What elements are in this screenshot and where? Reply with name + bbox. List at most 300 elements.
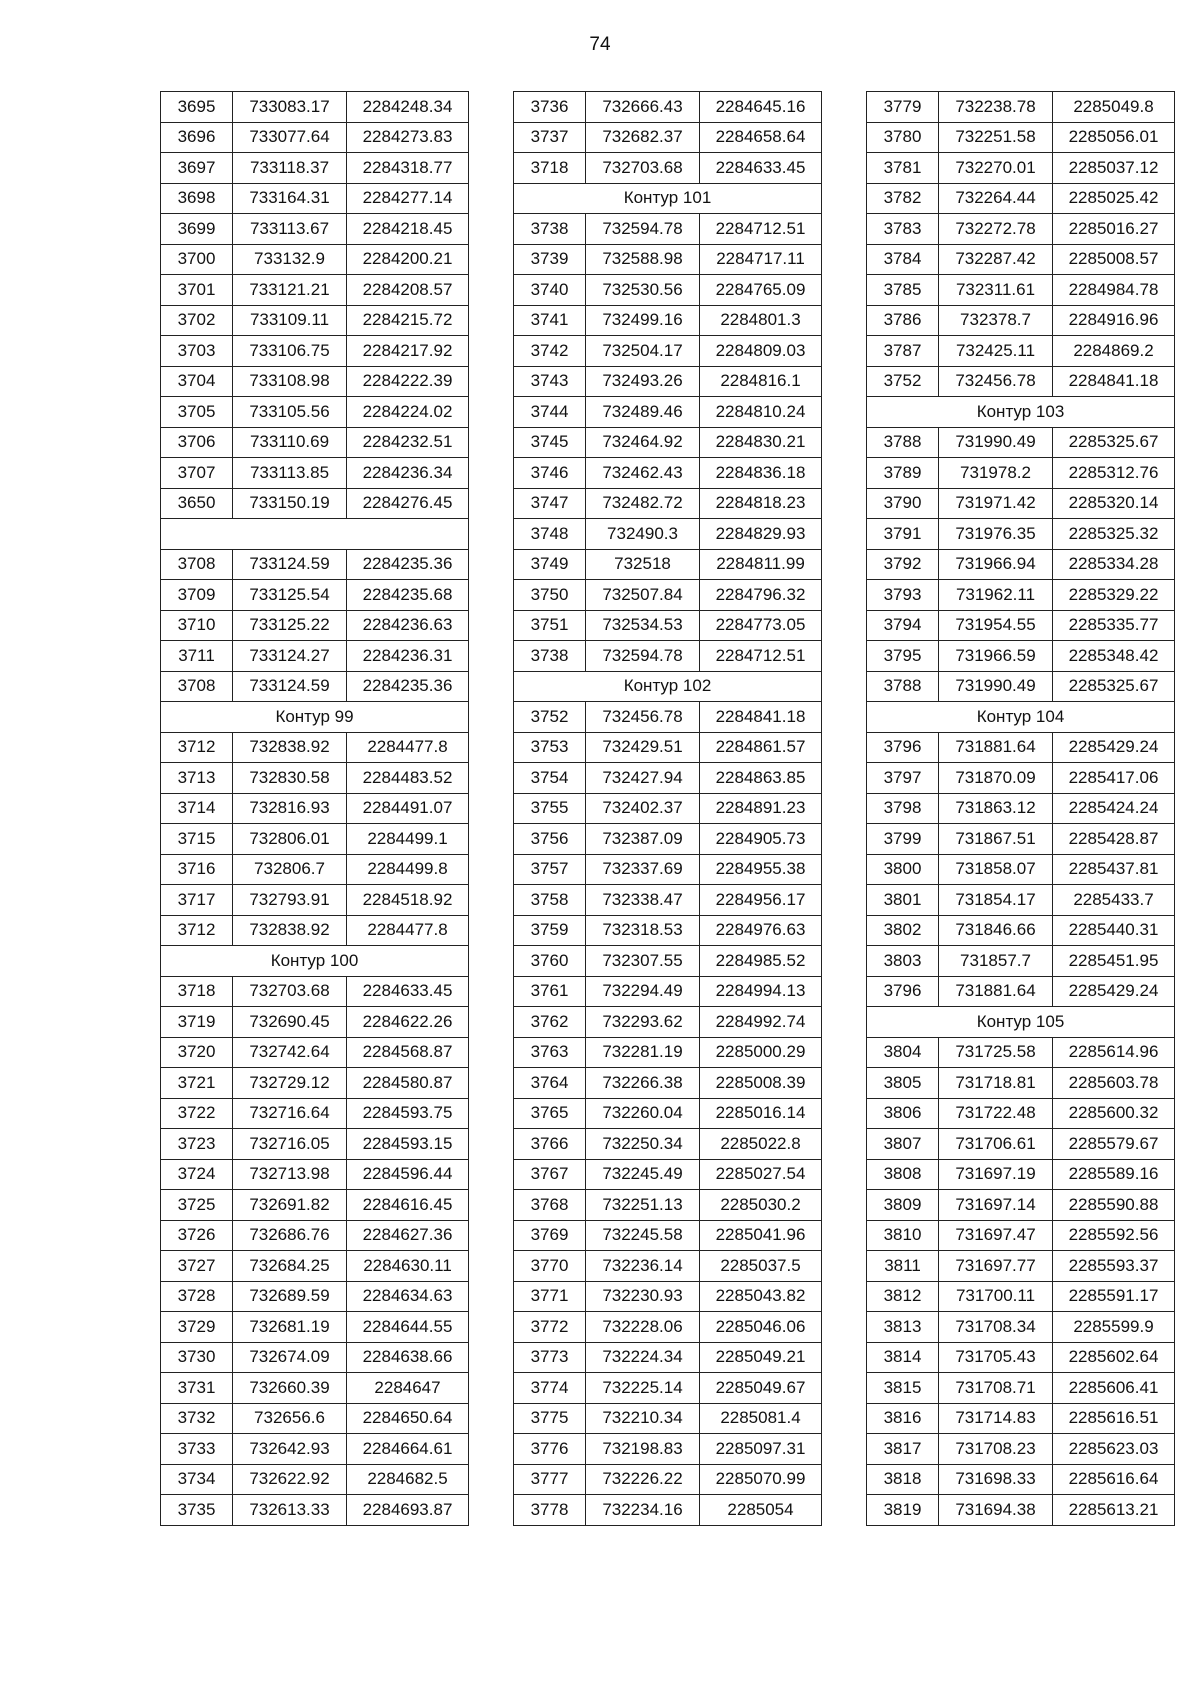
point-number-cell: 3738: [514, 641, 586, 672]
x-coordinate-cell: 731697.19: [939, 1159, 1053, 1190]
y-coordinate-cell: 2284836.18: [700, 458, 822, 489]
point-number-cell: 3755: [514, 793, 586, 824]
table-row: [867, 305, 1175, 336]
x-coordinate-cell: 731846.66: [939, 915, 1053, 946]
point-number-cell: 3708: [161, 549, 233, 580]
y-coordinate-cell: 2285030.2: [700, 1190, 822, 1221]
table-row: [161, 1251, 469, 1282]
x-coordinate-cell: 731725.58: [939, 1037, 1053, 1068]
y-coordinate-cell: 2285049.67: [700, 1373, 822, 1404]
contour-header: [161, 519, 469, 550]
y-coordinate-cell: 2284664.61: [347, 1434, 469, 1465]
table-row: [514, 458, 822, 489]
x-coordinate-cell: 733164.31: [233, 183, 347, 214]
table-row: [867, 1434, 1175, 1465]
table-row: [514, 122, 822, 153]
point-number-cell: 3801: [867, 885, 939, 916]
point-number-cell: 3774: [514, 1373, 586, 1404]
point-number-cell: 3754: [514, 763, 586, 794]
table-row: [161, 1312, 469, 1343]
y-coordinate-cell: 2284235.68: [347, 580, 469, 611]
table-row: [161, 1373, 469, 1404]
y-coordinate-cell: 2285043.82: [700, 1281, 822, 1312]
table-row: [867, 183, 1175, 214]
x-coordinate-cell: 731971.42: [939, 488, 1053, 519]
y-coordinate-cell: 2285056.01: [1053, 122, 1175, 153]
page-number: 74: [589, 34, 611, 55]
point-number-cell: 3709: [161, 580, 233, 611]
point-number-cell: 3724: [161, 1159, 233, 1190]
point-number-cell: 3761: [514, 976, 586, 1007]
x-coordinate-cell: 733118.37: [233, 153, 347, 184]
table-row: [514, 549, 822, 580]
y-coordinate-cell: 2284984.78: [1053, 275, 1175, 306]
point-number-cell: 3763: [514, 1037, 586, 1068]
x-coordinate-cell: 732482.72: [586, 488, 700, 519]
table-row: [161, 610, 469, 641]
y-coordinate-cell: 2285348.42: [1053, 641, 1175, 672]
x-coordinate-cell: 732703.68: [233, 976, 347, 1007]
y-coordinate-cell: 2284235.36: [347, 549, 469, 580]
table-row: [867, 214, 1175, 245]
table-row: [514, 1098, 822, 1129]
table-row: [867, 122, 1175, 153]
x-coordinate-cell: 731976.35: [939, 519, 1053, 550]
table-row: [161, 824, 469, 855]
x-coordinate-cell: 732504.17: [586, 336, 700, 367]
point-number-cell: 3700: [161, 244, 233, 275]
x-coordinate-cell: 732272.78: [939, 214, 1053, 245]
point-number-cell: 3760: [514, 946, 586, 977]
point-number-cell: 3796: [867, 976, 939, 1007]
point-number-cell: 3743: [514, 366, 586, 397]
y-coordinate-cell: 2284765.09: [700, 275, 822, 306]
x-coordinate-cell: 733124.59: [233, 549, 347, 580]
x-coordinate-cell: 732499.16: [586, 305, 700, 336]
x-coordinate-cell: 732338.47: [586, 885, 700, 916]
contour-header: Контур 104: [867, 702, 1175, 733]
table-row: [514, 427, 822, 458]
y-coordinate-cell: 2285325.32: [1053, 519, 1175, 550]
point-number-cell: 3711: [161, 641, 233, 672]
table-row: [161, 427, 469, 458]
table-row: [867, 732, 1175, 763]
x-coordinate-cell: 731881.64: [939, 976, 1053, 1007]
table-row: [867, 1098, 1175, 1129]
y-coordinate-cell: 2285016.27: [1053, 214, 1175, 245]
point-number-cell: 3735: [161, 1495, 233, 1526]
point-number-cell: 3786: [867, 305, 939, 336]
x-coordinate-cell: 731705.43: [939, 1342, 1053, 1373]
coordinates-table-column-3: [866, 91, 1175, 1526]
table-row: [514, 1007, 822, 1038]
table-row: [867, 793, 1175, 824]
x-coordinate-cell: 731697.14: [939, 1190, 1053, 1221]
coordinates-table-column-1: [160, 91, 469, 1526]
y-coordinate-cell: 2285335.77: [1053, 610, 1175, 641]
point-number-cell: 3814: [867, 1342, 939, 1373]
y-coordinate-cell: 2285312.76: [1053, 458, 1175, 489]
y-coordinate-cell: 2284976.63: [700, 915, 822, 946]
point-number-cell: 3720: [161, 1037, 233, 1068]
point-number-cell: 3809: [867, 1190, 939, 1221]
y-coordinate-cell: 2284218.45: [347, 214, 469, 245]
table-row: [161, 336, 469, 367]
x-coordinate-cell: 732622.92: [233, 1464, 347, 1495]
table-row: [867, 458, 1175, 489]
point-number-cell: 3812: [867, 1281, 939, 1312]
x-coordinate-cell: 732713.98: [233, 1159, 347, 1190]
table-row: [867, 915, 1175, 946]
x-coordinate-cell: 732427.94: [586, 763, 700, 794]
y-coordinate-cell: 2284622.26: [347, 1007, 469, 1038]
y-coordinate-cell: 2285037.5: [700, 1251, 822, 1282]
table-row: [161, 854, 469, 885]
x-coordinate-cell: 732518: [586, 549, 700, 580]
contour-header: Контур 103: [867, 397, 1175, 428]
y-coordinate-cell: 2284634.63: [347, 1281, 469, 1312]
x-coordinate-cell: 732703.68: [586, 153, 700, 184]
y-coordinate-cell: 2284630.11: [347, 1251, 469, 1282]
y-coordinate-cell: 2284891.23: [700, 793, 822, 824]
point-number-cell: 3695: [161, 92, 233, 123]
table-row: [867, 92, 1175, 123]
x-coordinate-cell: 731708.71: [939, 1373, 1053, 1404]
y-coordinate-cell: 2285623.03: [1053, 1434, 1175, 1465]
x-coordinate-cell: 731706.61: [939, 1129, 1053, 1160]
y-coordinate-cell: 2284829.93: [700, 519, 822, 550]
x-coordinate-cell: 731863.12: [939, 793, 1053, 824]
point-number-cell: 3811: [867, 1251, 939, 1282]
point-number-cell: 3799: [867, 824, 939, 855]
point-number-cell: 3759: [514, 915, 586, 946]
y-coordinate-cell: 2284955.38: [700, 854, 822, 885]
point-number-cell: 3819: [867, 1495, 939, 1526]
x-coordinate-cell: 732425.11: [939, 336, 1053, 367]
table-row: [161, 763, 469, 794]
point-number-cell: 3815: [867, 1373, 939, 1404]
point-number-cell: 3751: [514, 610, 586, 641]
y-coordinate-cell: 2285616.64: [1053, 1464, 1175, 1495]
point-number-cell: 3705: [161, 397, 233, 428]
y-coordinate-cell: 2284633.45: [347, 976, 469, 1007]
point-number-cell: 3781: [867, 153, 939, 184]
table-row: [514, 793, 822, 824]
point-number-cell: 3699: [161, 214, 233, 245]
point-number-cell: 3727: [161, 1251, 233, 1282]
table-row: [867, 244, 1175, 275]
table-row: [514, 1342, 822, 1373]
table-row: [161, 1129, 469, 1160]
x-coordinate-cell: 732716.05: [233, 1129, 347, 1160]
point-number-cell: 3712: [161, 915, 233, 946]
x-coordinate-cell: 732293.62: [586, 1007, 700, 1038]
x-coordinate-cell: 731708.23: [939, 1434, 1053, 1465]
y-coordinate-cell: 2284236.63: [347, 610, 469, 641]
x-coordinate-cell: 733125.54: [233, 580, 347, 611]
x-coordinate-cell: 733124.59: [233, 671, 347, 702]
y-coordinate-cell: 2285081.4: [700, 1403, 822, 1434]
x-coordinate-cell: 732311.61: [939, 275, 1053, 306]
table-row: [514, 1190, 822, 1221]
x-coordinate-cell: 731708.34: [939, 1312, 1053, 1343]
x-coordinate-cell: 732251.13: [586, 1190, 700, 1221]
table-row: [867, 763, 1175, 794]
point-number-cell: 3717: [161, 885, 233, 916]
y-coordinate-cell: 2284236.34: [347, 458, 469, 489]
y-coordinate-cell: 2284499.8: [347, 854, 469, 885]
table-row: [514, 641, 822, 672]
y-coordinate-cell: 2284682.5: [347, 1464, 469, 1495]
table-row: [161, 1068, 469, 1099]
x-coordinate-cell: 732666.43: [586, 92, 700, 123]
x-coordinate-cell: 732238.78: [939, 92, 1053, 123]
table-row: [161, 1159, 469, 1190]
table-row: [867, 427, 1175, 458]
y-coordinate-cell: 2284818.23: [700, 488, 822, 519]
y-coordinate-cell: 2284568.87: [347, 1037, 469, 1068]
x-coordinate-cell: 732830.58: [233, 763, 347, 794]
x-coordinate-cell: 733113.85: [233, 458, 347, 489]
table-row: [867, 610, 1175, 641]
table-row: [867, 1037, 1175, 1068]
table-row: [161, 1403, 469, 1434]
table-row: [514, 1159, 822, 1190]
point-number-cell: 3703: [161, 336, 233, 367]
x-coordinate-cell: 732594.78: [586, 641, 700, 672]
x-coordinate-cell: 732264.44: [939, 183, 1053, 214]
table-row: [514, 488, 822, 519]
table-row: [161, 793, 469, 824]
contour-header: Контур 102: [514, 671, 822, 702]
table-row: [867, 1373, 1175, 1404]
y-coordinate-cell: 2285599.9: [1053, 1312, 1175, 1343]
point-number-cell: 3718: [514, 153, 586, 184]
y-coordinate-cell: 2284809.03: [700, 336, 822, 367]
table-row: [161, 580, 469, 611]
table-row: [514, 885, 822, 916]
point-number-cell: 3732: [161, 1403, 233, 1434]
table-row: [514, 214, 822, 245]
table-row: [161, 275, 469, 306]
point-number-cell: 3746: [514, 458, 586, 489]
table-row: [161, 1007, 469, 1038]
point-number-cell: 3736: [514, 92, 586, 123]
table-row: [867, 1281, 1175, 1312]
y-coordinate-cell: 2285429.24: [1053, 976, 1175, 1007]
point-number-cell: 3721: [161, 1068, 233, 1099]
point-number-cell: 3803: [867, 946, 939, 977]
y-coordinate-cell: 2284477.8: [347, 732, 469, 763]
x-coordinate-cell: 732534.53: [586, 610, 700, 641]
table-row: [867, 549, 1175, 580]
y-coordinate-cell: 2285589.16: [1053, 1159, 1175, 1190]
point-number-cell: 3788: [867, 671, 939, 702]
point-number-cell: 3805: [867, 1068, 939, 1099]
x-coordinate-cell: 731722.48: [939, 1098, 1053, 1129]
table-row: [867, 1068, 1175, 1099]
y-coordinate-cell: 2284491.07: [347, 793, 469, 824]
point-number-cell: 3708: [161, 671, 233, 702]
x-coordinate-cell: 732387.09: [586, 824, 700, 855]
x-coordinate-cell: 732613.33: [233, 1495, 347, 1526]
table-row: [867, 641, 1175, 672]
table-row: [161, 183, 469, 214]
table-row: [867, 488, 1175, 519]
point-number-cell: 3730: [161, 1342, 233, 1373]
y-coordinate-cell: 2284235.36: [347, 671, 469, 702]
x-coordinate-cell: 731990.49: [939, 671, 1053, 702]
point-number-cell: 3785: [867, 275, 939, 306]
y-coordinate-cell: 2284830.21: [700, 427, 822, 458]
point-number-cell: 3733: [161, 1434, 233, 1465]
table-row: [514, 1464, 822, 1495]
y-coordinate-cell: 2285579.67: [1053, 1129, 1175, 1160]
contour-header-row: [514, 671, 822, 702]
x-coordinate-cell: 731858.07: [939, 854, 1053, 885]
x-coordinate-cell: 733113.67: [233, 214, 347, 245]
point-number-cell: 3702: [161, 305, 233, 336]
table-row: [514, 1281, 822, 1312]
point-number-cell: 3756: [514, 824, 586, 855]
point-number-cell: 3737: [514, 122, 586, 153]
point-number-cell: 3725: [161, 1190, 233, 1221]
x-coordinate-cell: 732816.93: [233, 793, 347, 824]
y-coordinate-cell: 2284276.45: [347, 488, 469, 519]
point-number-cell: 3772: [514, 1312, 586, 1343]
x-coordinate-cell: 731857.7: [939, 946, 1053, 977]
x-coordinate-cell: 732402.37: [586, 793, 700, 824]
y-coordinate-cell: 2284483.52: [347, 763, 469, 794]
y-coordinate-cell: 2284861.57: [700, 732, 822, 763]
table-row: [161, 366, 469, 397]
y-coordinate-cell: 2285606.41: [1053, 1373, 1175, 1404]
contour-header-row: [161, 519, 469, 550]
table-row: [514, 1373, 822, 1404]
y-coordinate-cell: 2284248.34: [347, 92, 469, 123]
x-coordinate-cell: 732456.78: [939, 366, 1053, 397]
y-coordinate-cell: 2285008.39: [700, 1068, 822, 1099]
point-number-cell: 3775: [514, 1403, 586, 1434]
table-row: [514, 915, 822, 946]
table-row: [867, 976, 1175, 1007]
point-number-cell: 3776: [514, 1434, 586, 1465]
x-coordinate-cell: 731867.51: [939, 824, 1053, 855]
table-row: [867, 366, 1175, 397]
point-number-cell: 3804: [867, 1037, 939, 1068]
table-row: [514, 732, 822, 763]
y-coordinate-cell: 2285600.32: [1053, 1098, 1175, 1129]
y-coordinate-cell: 2284905.73: [700, 824, 822, 855]
table-row: [867, 1251, 1175, 1282]
point-number-cell: 3758: [514, 885, 586, 916]
point-number-cell: 3783: [867, 214, 939, 245]
table-row: [161, 244, 469, 275]
x-coordinate-cell: 732530.56: [586, 275, 700, 306]
x-coordinate-cell: 732642.93: [233, 1434, 347, 1465]
y-coordinate-cell: 2284596.44: [347, 1159, 469, 1190]
y-coordinate-cell: 2285000.29: [700, 1037, 822, 1068]
y-coordinate-cell: 2285325.67: [1053, 427, 1175, 458]
x-coordinate-cell: 731698.33: [939, 1464, 1053, 1495]
x-coordinate-cell: 733105.56: [233, 397, 347, 428]
contour-header: Контур 100: [161, 946, 469, 977]
y-coordinate-cell: 2285097.31: [700, 1434, 822, 1465]
table-row: [867, 336, 1175, 367]
x-coordinate-cell: 732378.7: [939, 305, 1053, 336]
x-coordinate-cell: 732230.93: [586, 1281, 700, 1312]
table-row: [867, 885, 1175, 916]
x-coordinate-cell: 732806.7: [233, 854, 347, 885]
y-coordinate-cell: 2284236.31: [347, 641, 469, 672]
y-coordinate-cell: 2284801.3: [700, 305, 822, 336]
point-number-cell: 3818: [867, 1464, 939, 1495]
y-coordinate-cell: 2285022.8: [700, 1129, 822, 1160]
table-row: [514, 763, 822, 794]
y-coordinate-cell: 2285616.51: [1053, 1403, 1175, 1434]
point-number-cell: 3748: [514, 519, 586, 550]
y-coordinate-cell: 2284633.45: [700, 153, 822, 184]
table-row: [867, 946, 1175, 977]
x-coordinate-cell: 733150.19: [233, 488, 347, 519]
y-coordinate-cell: 2284992.74: [700, 1007, 822, 1038]
x-coordinate-cell: 733108.98: [233, 366, 347, 397]
y-coordinate-cell: 2285602.64: [1053, 1342, 1175, 1373]
point-number-cell: 3716: [161, 854, 233, 885]
point-number-cell: 3792: [867, 549, 939, 580]
table-row: [867, 275, 1175, 306]
y-coordinate-cell: 2284477.8: [347, 915, 469, 946]
x-coordinate-cell: 732793.91: [233, 885, 347, 916]
table-row: [867, 1403, 1175, 1434]
table-row: [161, 1098, 469, 1129]
table-row: [867, 1129, 1175, 1160]
x-coordinate-cell: 731966.59: [939, 641, 1053, 672]
point-number-cell: 3715: [161, 824, 233, 855]
x-coordinate-cell: 732690.45: [233, 1007, 347, 1038]
y-coordinate-cell: 2284810.24: [700, 397, 822, 428]
table-row: [867, 1190, 1175, 1221]
y-coordinate-cell: 2284841.18: [1053, 366, 1175, 397]
table-row: [514, 275, 822, 306]
x-coordinate-cell: 732198.83: [586, 1434, 700, 1465]
contour-header: Контур 99: [161, 702, 469, 733]
point-number-cell: 3768: [514, 1190, 586, 1221]
point-number-cell: 3813: [867, 1312, 939, 1343]
contour-header: Контур 105: [867, 1007, 1175, 1038]
x-coordinate-cell: 732251.58: [939, 122, 1053, 153]
point-number-cell: 3744: [514, 397, 586, 428]
x-coordinate-cell: 732656.6: [233, 1403, 347, 1434]
y-coordinate-cell: 2284217.92: [347, 336, 469, 367]
table-row: [161, 885, 469, 916]
point-number-cell: 3701: [161, 275, 233, 306]
point-number-cell: 3784: [867, 244, 939, 275]
y-coordinate-cell: 2284222.39: [347, 366, 469, 397]
point-number-cell: 3773: [514, 1342, 586, 1373]
x-coordinate-cell: 731870.09: [939, 763, 1053, 794]
x-coordinate-cell: 731881.64: [939, 732, 1053, 763]
table-row: [867, 1312, 1175, 1343]
x-coordinate-cell: 732681.19: [233, 1312, 347, 1343]
x-coordinate-cell: 732716.64: [233, 1098, 347, 1129]
table-row: [867, 153, 1175, 184]
table-row: [514, 92, 822, 123]
table-row: [514, 824, 822, 855]
point-number-cell: 3747: [514, 488, 586, 519]
x-coordinate-cell: 732234.16: [586, 1495, 700, 1526]
coordinates-table-column-2: [513, 91, 822, 1526]
